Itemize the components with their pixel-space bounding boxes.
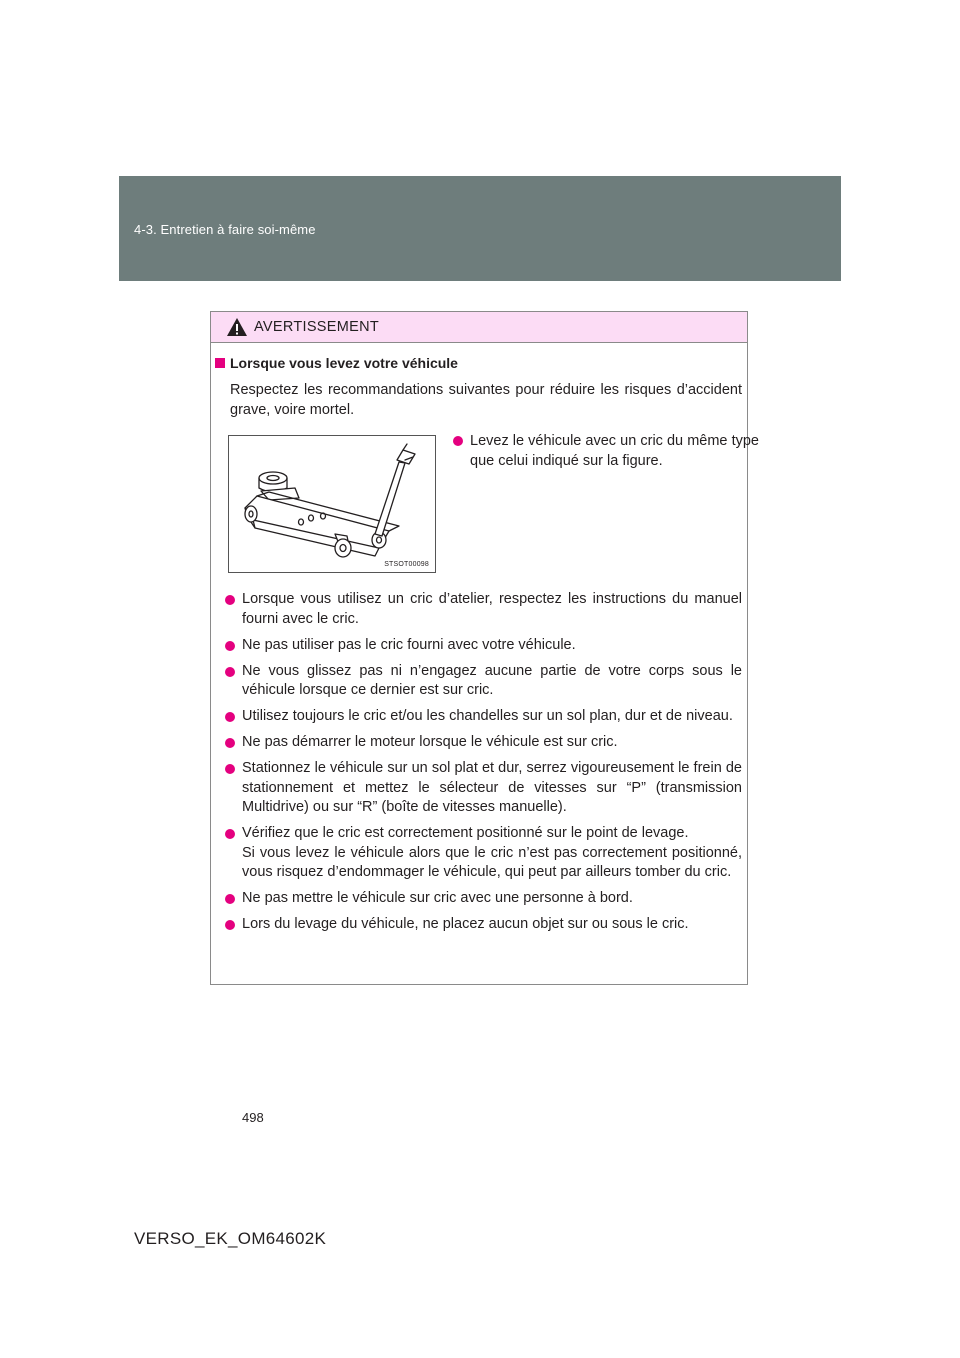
list-item: Lorsque vous utilisez un cric d’atelier, respectez les instructions du manuel fourni avec le cric.: [225, 590, 742, 629]
warning-title: AVERTISSEMENT: [254, 319, 380, 335]
list-item: Ne pas démarrer le moteur lorsque le véhicule est sur cric.: [225, 733, 742, 753]
bullet-icon: [225, 738, 235, 748]
sub-heading: [215, 355, 458, 371]
jack-figure: [228, 435, 436, 573]
side-note: [453, 431, 759, 471]
intro-paragraph: Respectez les recommandations suivantes pour réduire les risques d’accident grave, voire mortel.: [230, 382, 742, 418]
list-item: Utilisez toujours le cric et/ou les chandelles sur un sol plan, dur et de niveau.: [225, 707, 742, 727]
page-number: 498: [242, 1110, 264, 1125]
warning-header: [211, 312, 747, 343]
bullet-icon: [225, 712, 235, 722]
bullet-icon: [225, 920, 235, 930]
warning-triangle-icon: [226, 317, 248, 337]
side-note-text: Levez le véhicule avec un cric du même type que celui indiqué sur la figure.: [470, 433, 759, 469]
bullet-icon: [225, 894, 235, 904]
warning-box: [210, 311, 759, 985]
square-bullet-icon: [215, 358, 225, 368]
figure-code: STSOT00098: [384, 561, 429, 568]
bullet-icon: [225, 641, 235, 651]
list-item: Ne pas utiliser pas le cric fourni avec votre véhicule.: [225, 636, 742, 656]
list-item: Vérifiez que le cric est correctement positionné sur le point de levage. Si vous levez le véhicule alors que le cric n’est pas correctement positionné, vous risquez d’endommager le véhicule, qui peut par ailleurs tomber du cric.: [225, 824, 742, 883]
section-title: 4-3. Entretien à faire soi-même: [134, 222, 316, 237]
document-code: VERSO_EK_OM64602K: [134, 1229, 327, 1248]
list-item: Ne pas mettre le véhicule sur cric avec une personne à bord.: [225, 889, 742, 909]
bullet-icon: [225, 667, 235, 677]
list-item: Stationnez le véhicule sur un sol plat et dur, serrez vigoureusement le frein de stationnement et mettez le sélecteur de vitesses sur “P” (transmission Multidrive) ou sur “R” (boîte de vitesses manuelle).: [225, 759, 742, 818]
bullet-icon: [225, 595, 235, 605]
garage-jack-illustration: [229, 436, 435, 572]
bullet-icon: [453, 436, 463, 446]
sub-heading-text: Lorsque vous levez votre véhicule: [230, 355, 458, 371]
list-item-detail: Si vous levez le véhicule alors que le cric n’est pas correctement positionné, vous risquez d’endommager le véhicule, qui peut par ailleurs tomber du cric.: [242, 844, 742, 880]
bullet-icon: [225, 764, 235, 774]
bullet-icon: [225, 829, 235, 839]
list-item: Lors du levage du véhicule, ne placez aucun objet sur ou sous le cric.: [225, 915, 742, 935]
list-item: Ne vous glissez pas ni n’engagez aucune partie de votre corps sous le véhicule lorsque ce dernier est sur cric.: [225, 662, 742, 701]
warning-list: [225, 590, 742, 941]
